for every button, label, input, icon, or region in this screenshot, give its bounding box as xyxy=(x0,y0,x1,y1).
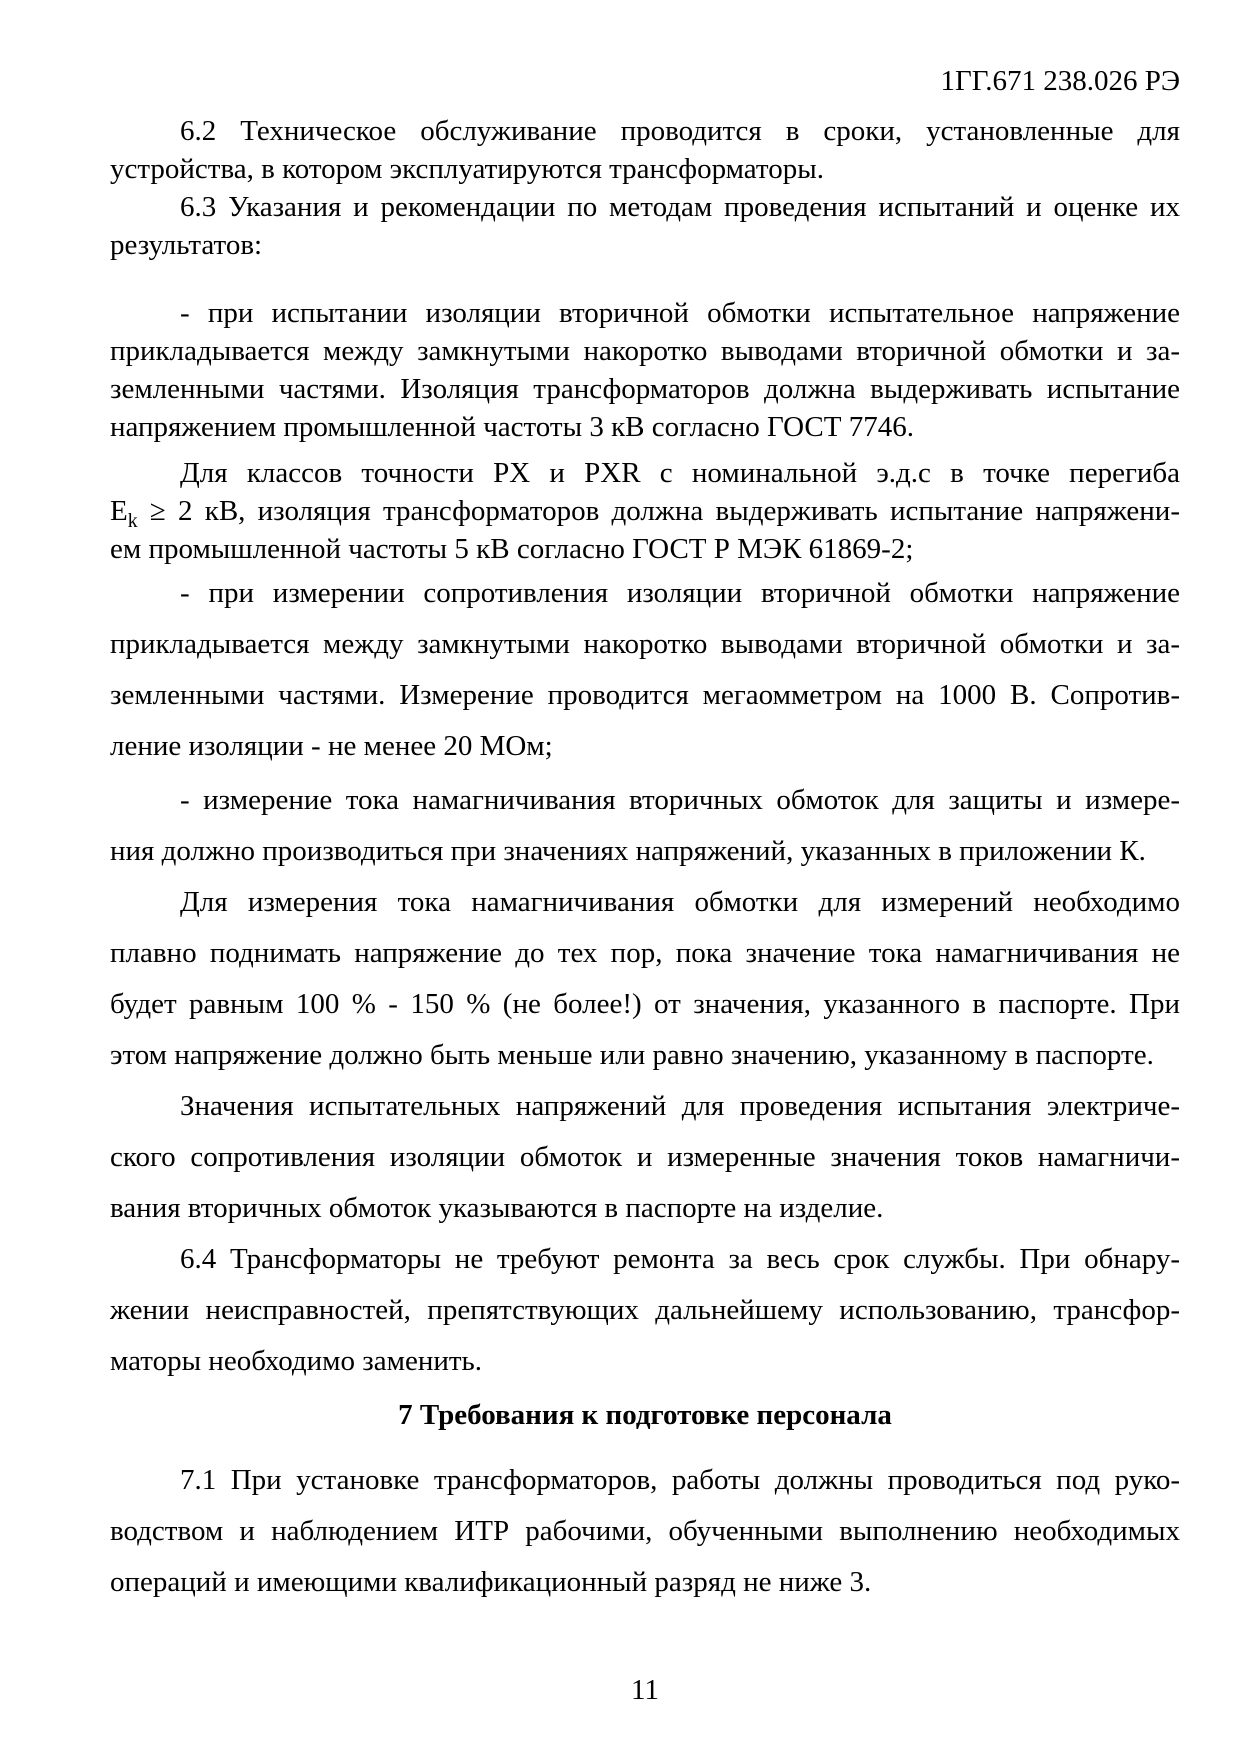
text-line: - при измерении сопротивления изоляции вторичной обмотки напряжение xyxy=(180,577,1180,609)
doc-code: 1ГГ.671 238.026 РЭ xyxy=(940,65,1180,97)
document-body xyxy=(110,112,1180,1608)
text-line: устройства, в котором эксплуатируются трансформаторы. xyxy=(110,153,824,185)
text-line: напряжением промышленной частоты 3 кВ согласно ГОСТ 7746. xyxy=(110,411,914,443)
text-line: Для измерения тока намагничивания обмотки для измерений необходимо xyxy=(180,886,1180,918)
text-line: ление изоляции - не менее 20 МОм; xyxy=(110,730,553,762)
text-line: 7.1 При установке трансформаторов, работы должны проводиться под руко- xyxy=(180,1464,1180,1496)
page-number: 11 xyxy=(631,1674,659,1706)
text-line: этом напряжение должно быть меньше или равно значению, указанному в паспорте. xyxy=(110,1039,1154,1071)
text-line: - измерение тока намагничивания вторичных обмоток для защиты и измере- xyxy=(180,784,1180,816)
text-line: вания вторичных обмоток указываются в паспорте на изделие. xyxy=(110,1192,884,1224)
text-line: операций и имеющими квалификационный разряд не ниже 3. xyxy=(110,1566,872,1598)
text-line: земленными частями. Измерение проводится мегаомметром на 1000 В. Сопротив- xyxy=(110,679,1180,711)
paragraph xyxy=(110,1234,1180,1387)
text-line: земленными частями. Изоляция трансформаторов должна выдерживать испытание xyxy=(110,373,1180,405)
text-line: 6.3 Указания и рекомендации по методам проведения испытаний и оценке их xyxy=(180,191,1180,223)
text-line: жении неисправностей, препятствующих дальнейшему использованию, трансфор- xyxy=(110,1294,1180,1326)
text-line: 6.4 Трансформаторы не требуют ремонта за весь срок службы. При обнару- xyxy=(180,1243,1180,1275)
paragraph xyxy=(110,568,1180,772)
section-heading: 7 Требования к подготовке персонала xyxy=(398,1399,892,1431)
text-line: Для классов точности PX и PXR с номинальной э.д.с в точке перегиба xyxy=(180,457,1180,489)
text-line: ния должно производиться при значениях напряжений, указанных в приложении К. xyxy=(110,835,1146,867)
paragraph xyxy=(110,294,1180,446)
paragraph xyxy=(110,112,1180,188)
text-line: ского сопротивления изоляции обмоток и измеренные значения токов намагничи- xyxy=(110,1141,1180,1173)
text-line: прикладывается между замкнутыми накоротко выводами вторичной обмотки и за- xyxy=(110,335,1180,367)
paragraph xyxy=(110,877,1180,1081)
text-line: водством и наблюдением ИТР рабочими, обученными выполнению необходимых xyxy=(110,1515,1180,1547)
text-line: ем промышленной частоты 5 кВ согласно ГОСТ Р МЭК 61869-2; xyxy=(110,533,914,565)
paragraph xyxy=(110,188,1180,264)
text-line: результатов: xyxy=(110,229,263,261)
paragraph xyxy=(110,1455,1180,1608)
text-line: Значения испытательных напряжений для проведения испытания электриче- xyxy=(180,1090,1180,1122)
text-line: будет равным 100 % - 150 % (не более!) от значения, указанного в паспорте. При xyxy=(110,988,1180,1020)
text-line: 6.2 Техническое обслуживание проводится в сроки, установленные для xyxy=(180,115,1180,147)
paragraph xyxy=(110,454,1180,568)
text-line: маторы необходимо заменить. xyxy=(110,1345,483,1377)
text-line: плавно поднимать напряжение до тех пор, пока значение тока намагничивания не xyxy=(110,937,1180,969)
paragraph xyxy=(110,775,1180,877)
text-line: - при испытании изоляции вторичной обмотки испытательное напряжение xyxy=(180,297,1180,329)
text-line: прикладывается между замкнутыми накоротко выводами вторичной обмотки и за- xyxy=(110,628,1180,660)
paragraph xyxy=(110,1081,1180,1234)
text-line: $E_k \ge 2$ кВ, изоляция трансформаторов должна выдерживать испытание напряжени- xyxy=(110,495,1180,532)
